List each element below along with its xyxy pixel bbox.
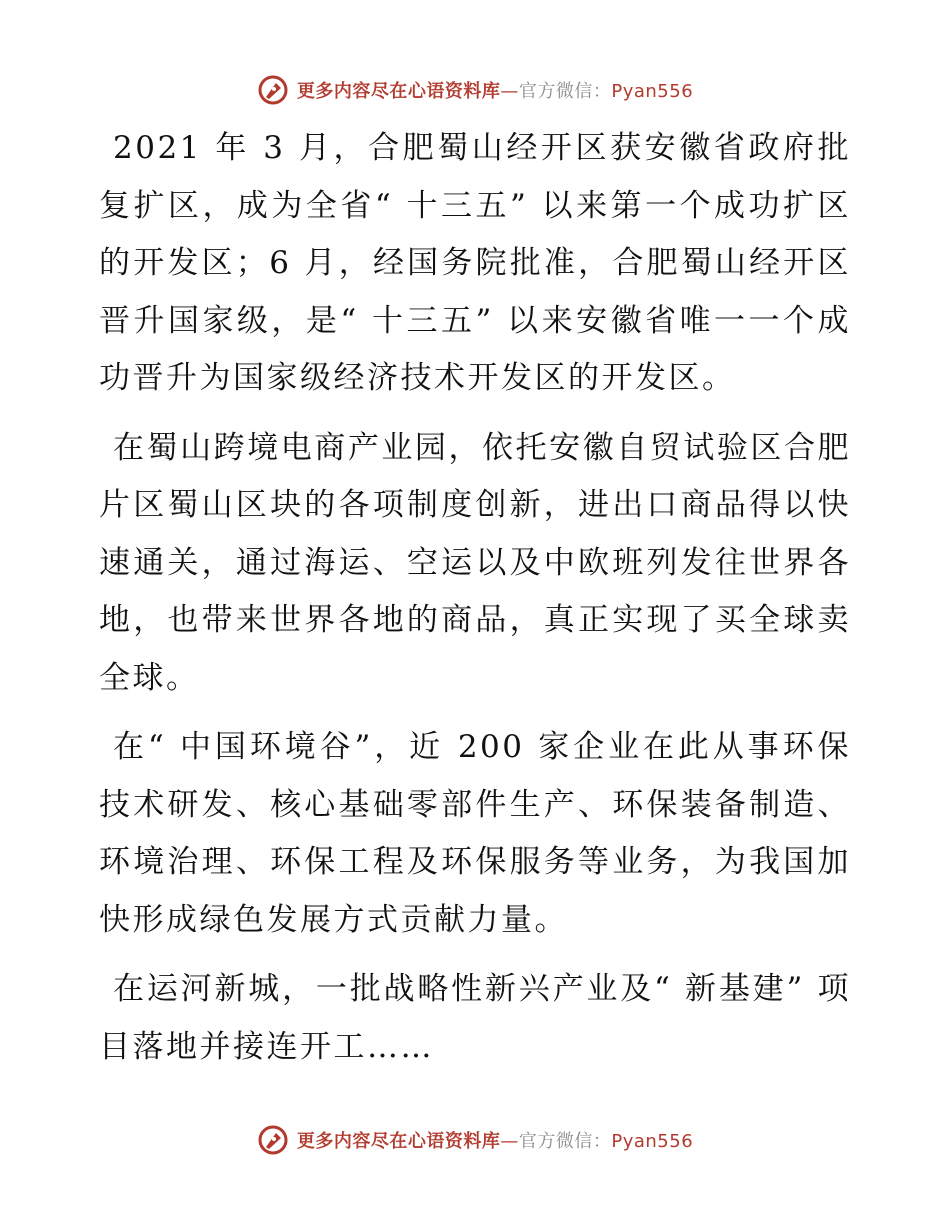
paragraph: 在运河新城，一批战略性新兴产业及“ 新基建” 项目落地并接连开工…… — [99, 971, 851, 1065]
pen-nib-logo-icon — [257, 74, 289, 106]
watermark-main-text: 更多内容尽在心语资料库 — [296, 81, 501, 102]
paragraph: 2021 年 3 月，合肥蜀山经开区获安徽省政府批复扩区，成为全省“ 十三五” 以来第一个成功扩区的开发区；6 月，经国务院批准，合肥蜀山经开区晋升国家级，是“ 十三五” 以来安徽省唯一一个成功晋升为国家级经济技术开发区的开发区。 — [99, 130, 851, 396]
watermark-label: 官方微信： — [518, 1131, 612, 1152]
footer-watermark — [0, 1123, 950, 1157]
document-body — [99, 120, 851, 1088]
watermark-separator: — — [500, 81, 519, 102]
paragraph: 在蜀山跨境电商产业园，依托安徽自贸试验区合肥片区蜀山区块的各项制度创新，进出口商品得以快速通关，通过海运、空运以及中欧班列发往世界各地，也带来世界各地的商品，真正实现了买全球卖全球。 — [99, 429, 851, 696]
pen-nib-logo-icon — [257, 1124, 289, 1156]
watermark-text — [297, 77, 693, 103]
watermark-wechat-id: Pyan556 — [611, 81, 694, 102]
header-watermark — [0, 73, 950, 107]
watermark-main-text: 更多内容尽在心语资料库 — [296, 1131, 501, 1152]
watermark-label: 官方微信： — [518, 81, 612, 102]
paragraph: 在“ 中国环境谷”，近 200 家企业在此从事环保技术研发、核心基础零部件生产、环保装备制造、环境治理、环保工程及环保服务等业务，为我国加快形成绿色发展方式贡献力量。 — [99, 729, 851, 938]
watermark-text — [297, 1127, 693, 1153]
watermark-separator: — — [500, 1131, 519, 1152]
watermark-wechat-id: Pyan556 — [611, 1131, 694, 1152]
